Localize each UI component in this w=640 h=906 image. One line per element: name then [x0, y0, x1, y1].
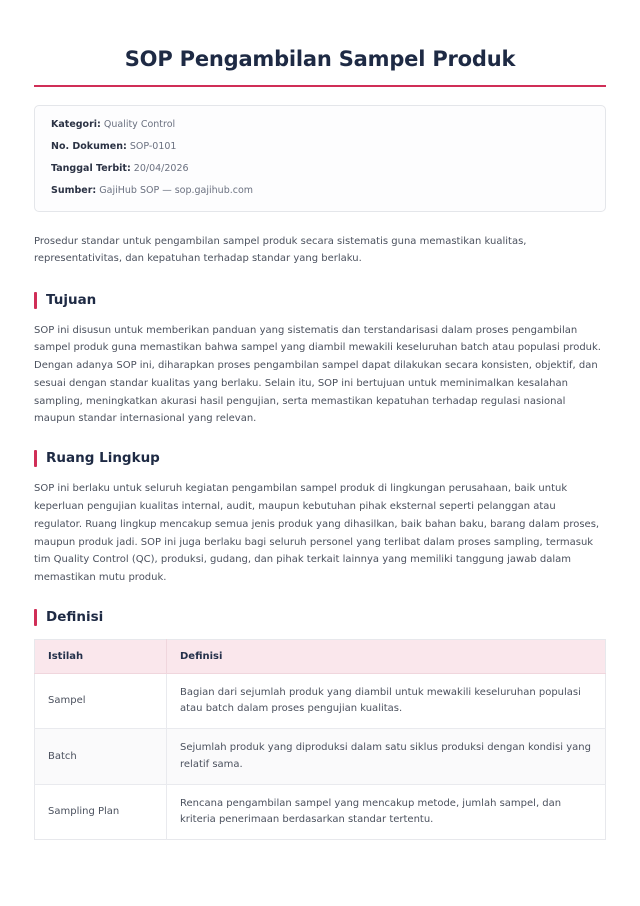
section-tujuan-header: [34, 292, 606, 309]
meta-label-tanggal: Tanggal Terbit:: [51, 162, 131, 174]
table-row: [35, 674, 606, 729]
section-tujuan: [34, 292, 606, 429]
cell-definisi: Sejumlah produk yang diproduksi dalam satu siklus produksi dengan kondisi yang relatif sama.: [167, 729, 606, 784]
meta-row-dokumen: [51, 141, 589, 154]
definisi-table-head: [35, 640, 606, 674]
section-definisi: [34, 609, 606, 840]
section-ruang-lingkup-title: Ruang Lingkup: [46, 450, 160, 467]
title-divider: [34, 85, 606, 87]
section-ruang-lingkup-body: SOP ini berlaku untuk seluruh kegiatan pengambilan sampel produk di lingkungan perusahaan, baik untuk keperluan pengujian kualitas internal, audit, maupun kebutuhan pihak eksternal seperti pelanggan atau regulator. Ruang lingkup mencakup semua jenis produk yang dihasilkan, baik bahan baku, barang dalam proses, maupun produk jadi. SOP ini juga berlaku bagi seluruh personel yang terlibat dalam proses sampling, termasuk tim Quality Control (QC), produksi, gudang, dan pihak terkait lainnya yang memiliki tanggung jawab dalam memastikan mutu produk.: [34, 483, 600, 584]
table-header-row: [35, 640, 606, 674]
definisi-table: [34, 639, 606, 840]
cell-istilah: Batch: [35, 729, 167, 784]
meta-label-dokumen: No. Dokumen:: [51, 141, 127, 153]
definisi-table-body: [35, 674, 606, 840]
section-definisi-title: Definisi: [46, 609, 104, 626]
cell-istilah: Sampel: [35, 674, 167, 729]
cell-definisi: Rencana pengambilan sampel yang mencakup metode, jumlah sampel, dan kriteria penerimaan berdasarkan standar tertentu.: [180, 797, 562, 825]
document-metadata-box: [34, 105, 606, 211]
section-ruang-lingkup: [34, 450, 606, 587]
section-definisi-header: [34, 609, 606, 626]
meta-label-kategori: Kategori:: [51, 119, 101, 131]
meta-row-sumber: [51, 185, 589, 198]
document-summary: Prosedur standar untuk pengambilan sampel produk secara sistematis guna memastikan kualitas, representativitas, dan kepatuhan terhadap standar yang berlaku.: [34, 235, 527, 264]
page-title: SOP Pengambilan Sampel Produk: [124, 47, 516, 71]
meta-label-sumber: Sumber:: [51, 184, 97, 196]
meta-value-sumber: GajiHub SOP — sop.gajihub.com: [99, 184, 254, 196]
section-ruang-lingkup-header: [34, 450, 606, 467]
meta-row-kategori: [51, 119, 589, 132]
table-row: [35, 784, 606, 839]
column-header-istilah: Istilah: [35, 640, 167, 674]
section-accent-bar-icon: [34, 292, 37, 309]
table-row: [35, 729, 606, 784]
meta-value-kategori: Quality Control: [103, 119, 176, 131]
meta-value-tanggal: 20/04/2026: [133, 162, 189, 174]
column-header-definisi: Definisi: [167, 640, 606, 674]
section-tujuan-title: Tujuan: [46, 291, 97, 308]
cell-definisi: Bagian dari sejumlah produk yang diambil untuk mewakili keseluruhan populasi atau batch dalam proses pengujian kualitas.: [167, 674, 606, 729]
section-tujuan-body: SOP ini disusun untuk memberikan panduan yang sistematis dan terstandarisasi dalam proses pengambilan sampel produk guna memastikan bahwa sampel yang diambil mewakili keseluruhan batch atau populasi produk. Dengan adanya SOP ini, diharapkan proses pengambilan sampel dapat dilakukan secara konsisten, objektif, dan sesuai dengan standar kualitas yang berlaku. Selain itu, SOP ini bertujuan untuk meminimalkan kesalahan sampling, meningkatkan akurasi hasil pengujian, serta memastikan kepatuhan terhadap regulasi nasional maupun standar internasional yang relevan.: [34, 324, 601, 425]
cell-istilah: Sampling Plan: [35, 784, 167, 839]
section-accent-bar-icon: [34, 609, 37, 626]
meta-row-tanggal: [51, 163, 589, 176]
section-accent-bar-icon: [34, 450, 37, 467]
meta-value-dokumen: SOP-0101: [129, 141, 177, 153]
